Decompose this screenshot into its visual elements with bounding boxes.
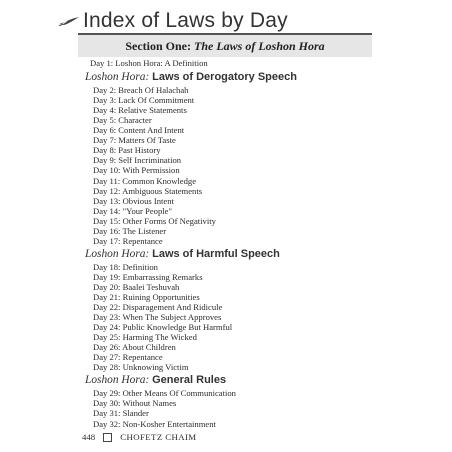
day-entry: Day 28: Unknowing Victim [93, 362, 189, 373]
day-entry: Day 31: Slander [93, 408, 149, 419]
day-entry: Day 5: Character [93, 115, 152, 126]
group-heading-name: Laws of Derogatory Speech [152, 71, 297, 84]
day-entry: Day 7: Matters Of Taste [93, 135, 176, 146]
day-entry: Day 27: Repentance [93, 352, 163, 363]
day-entry: Day 26: About Children [93, 342, 176, 353]
day-entry: Day 30: Without Names [93, 398, 177, 409]
day-entry: Day 15: Other Forms Of Negativity [93, 215, 216, 226]
group-heading-prefix: Loshon Hora: [85, 71, 150, 84]
index-content [85, 58, 375, 430]
day-entry: Day 22: Disparagement And Ridicule [93, 302, 223, 313]
page-number: 448 [82, 432, 96, 442]
day-entry: Day 6: Content And Intent [93, 125, 185, 136]
group-heading-prefix: Loshon Hora: [85, 247, 150, 260]
box-icon [103, 433, 112, 442]
group-harmful-speech [85, 247, 375, 373]
day-entry: Day 9: Self Incrimination [93, 155, 182, 166]
day-entry: Day 10: With Permission [93, 165, 180, 176]
section-title: The Laws of Loshon Hora [193, 38, 325, 53]
day-entry: Day 18: Definition [93, 261, 158, 272]
title-row [58, 7, 288, 35]
group-heading [85, 373, 375, 388]
page-footer [82, 432, 197, 442]
group-heading [85, 247, 375, 262]
day-entry: Day 29: Other Means Of Communication [93, 388, 236, 399]
day-entry: Day 17: Repentance [93, 235, 163, 246]
section-header-bar [78, 33, 372, 57]
group-derogatory-speech [85, 70, 375, 246]
day-entry: Day 20: Baalei Teshuvah [93, 281, 180, 292]
day-list [85, 262, 375, 373]
section-heading [125, 39, 324, 54]
day-entry: Day 13: Obvious Intent [93, 195, 174, 206]
day-entry: Day 32: Non-Kosher Entertainment [93, 418, 216, 429]
group-heading-name: Laws of Harmful Speech [152, 247, 280, 260]
day-entry: Day 24: Public Knowledge But Harmful [93, 322, 233, 333]
day-entry: Day 16: The Listener [93, 225, 167, 236]
day-entry: Day 14: "Your People" [93, 205, 172, 216]
day-entry: Day 12: Ambiguous Statements [93, 185, 203, 196]
day-entry: Day 19: Embarrassing Remarks [93, 271, 203, 282]
day-entry: Day 3: Lack Of Commitment [93, 95, 195, 106]
section-label: Section One: [125, 38, 191, 53]
day-entry: Day 8: Past History [93, 145, 161, 156]
day-entry: Day 4: Relative Statements [93, 105, 187, 116]
day-list [85, 85, 375, 246]
intro-day-entry: Day 1: Loshon Hora: A Definition [90, 58, 208, 68]
book-name: CHOFETZ CHAIM [120, 432, 197, 442]
day-list [85, 388, 375, 428]
group-heading-name: General Rules [152, 374, 227, 387]
day-entry: Day 21: Ruining Opportunities [93, 291, 200, 302]
group-heading [85, 70, 375, 85]
group-general-rules [85, 373, 375, 428]
quill-icon [58, 15, 80, 27]
day-entry: Day 2: Breach Of Halachah [93, 85, 189, 96]
day-entry: Day 25: Harming The Wicked [93, 332, 197, 343]
day-entry: Day 11: Common Knowledge [93, 175, 197, 186]
group-heading-prefix: Loshon Hora: [85, 374, 150, 387]
day-entry: Day 23: When The Subject Approves [93, 312, 222, 323]
page-title: Index of Laws by Day [83, 9, 288, 32]
